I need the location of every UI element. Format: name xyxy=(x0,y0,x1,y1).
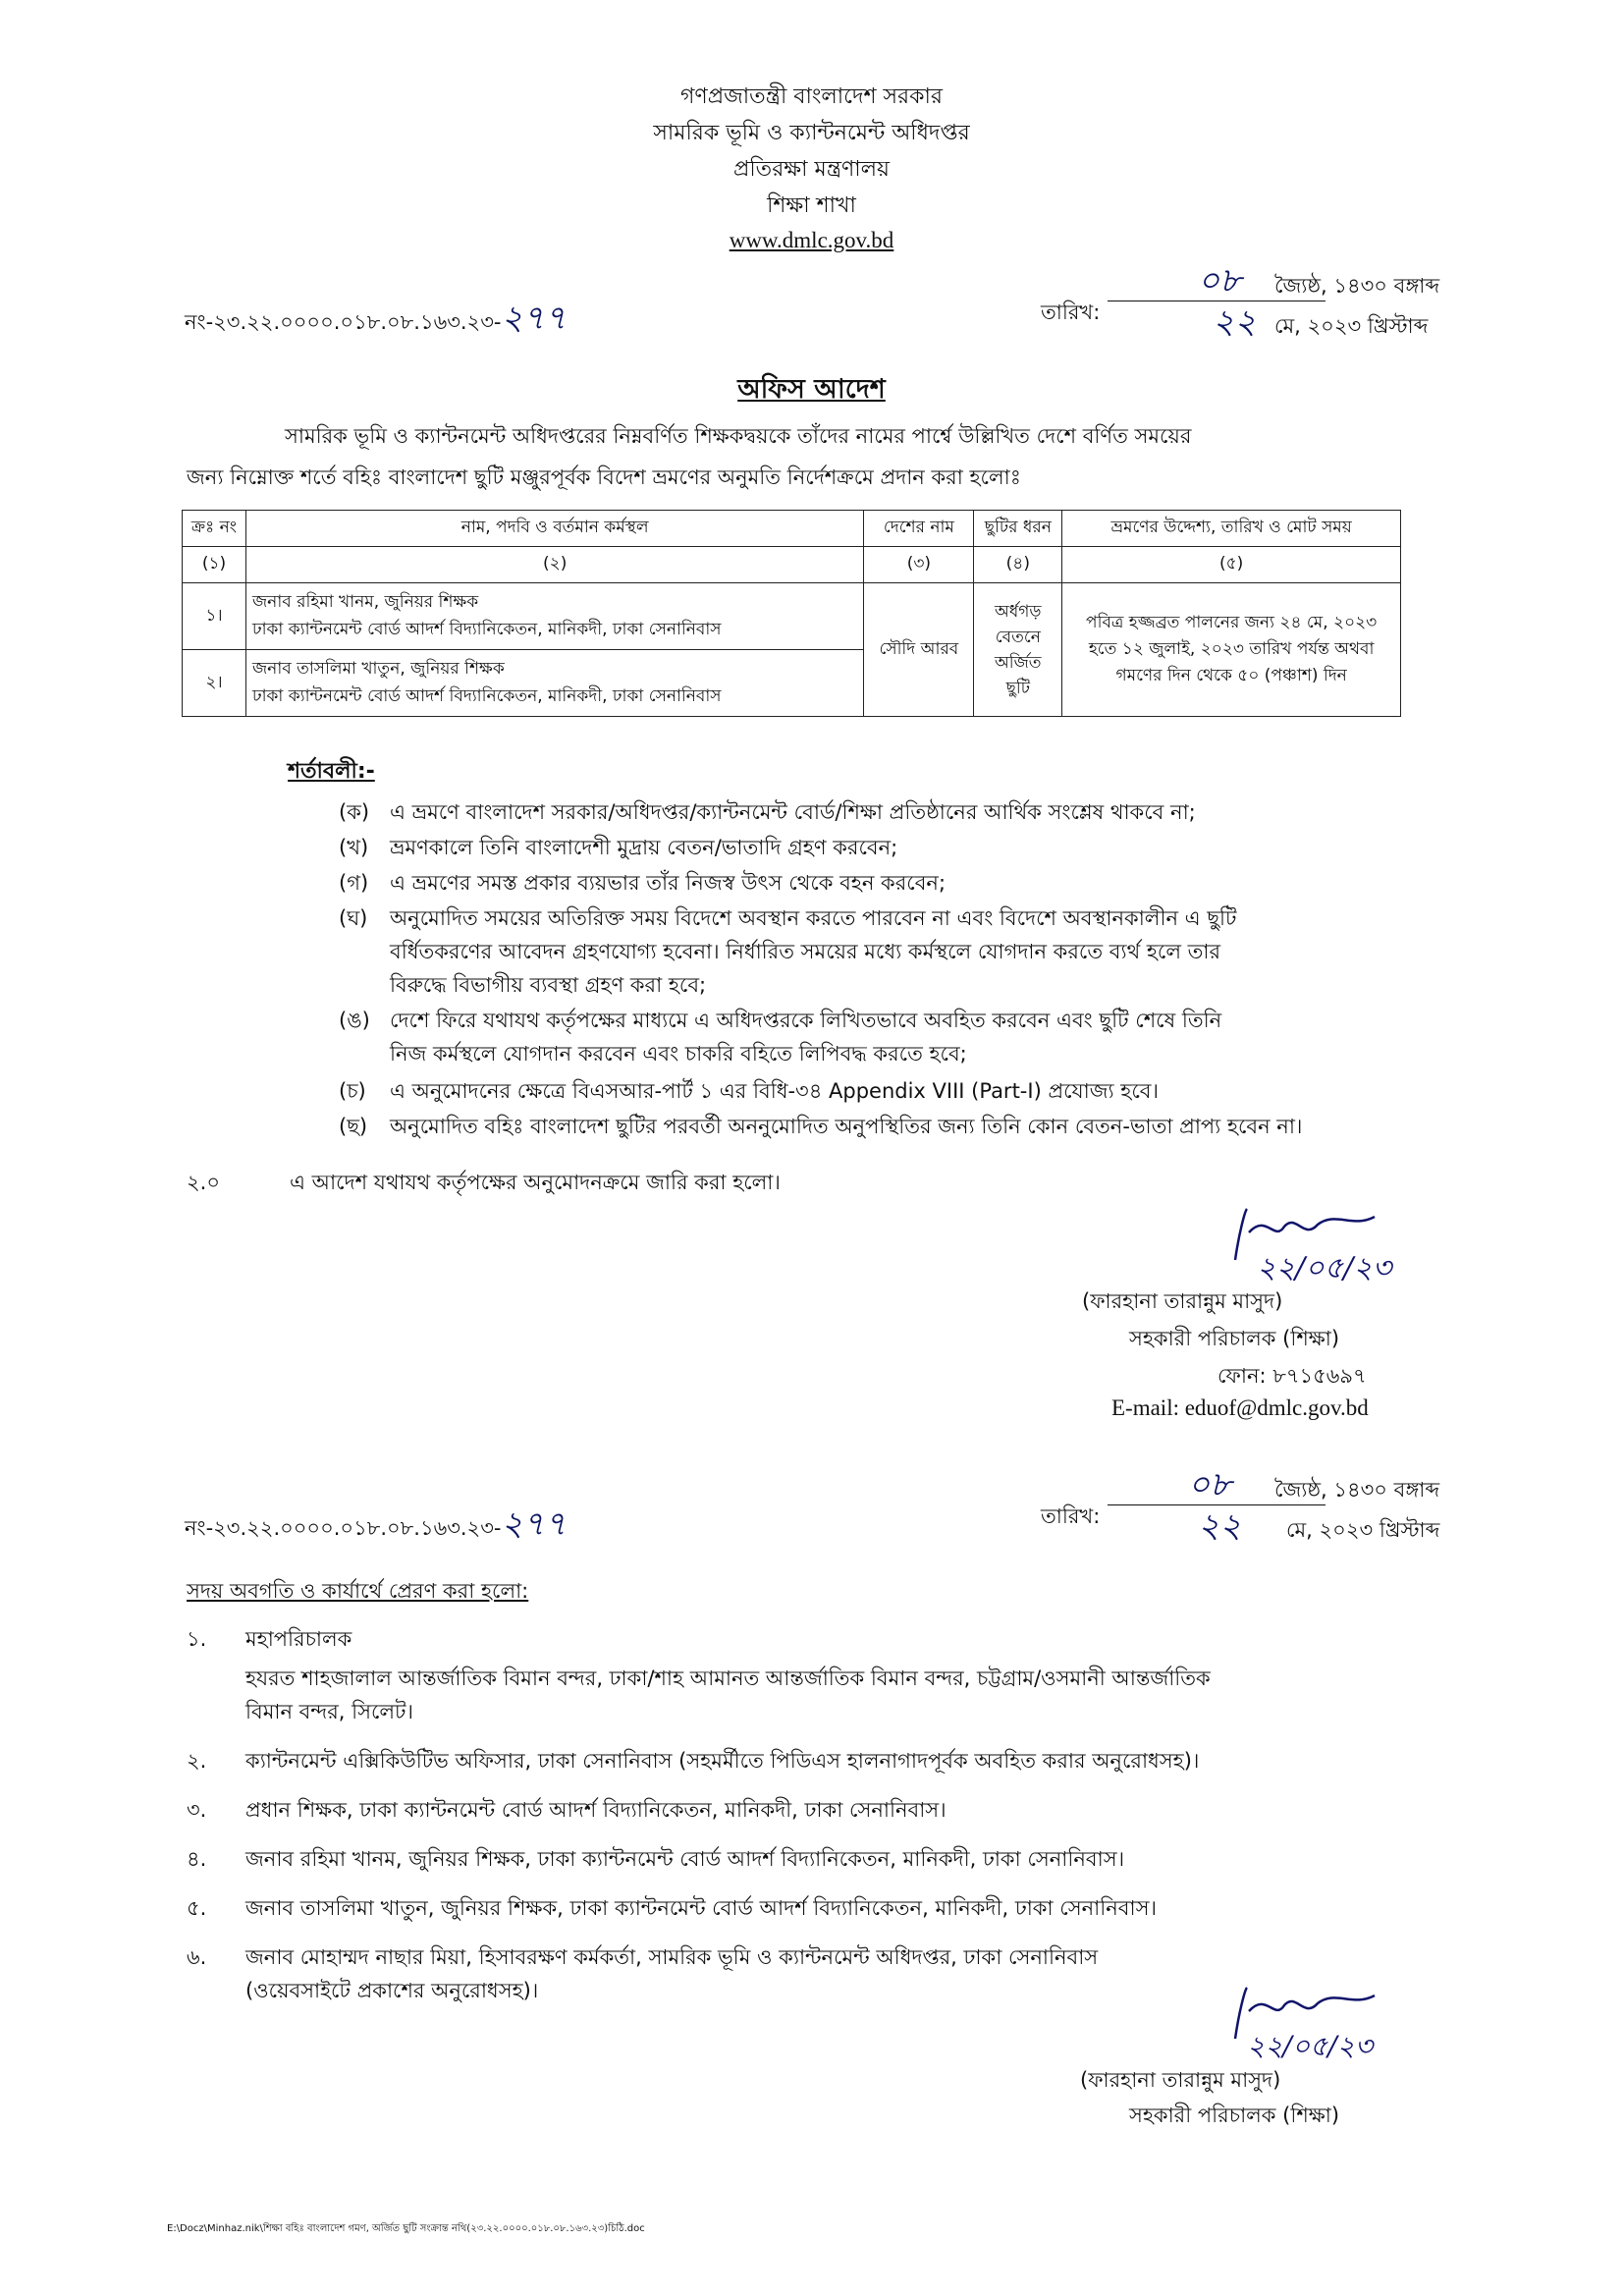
table-row xyxy=(183,583,1401,650)
distribution-number: ৩. xyxy=(187,1798,207,1822)
condition-text: দেশে ফিরে যথাযথ কর্তৃপক্ষের মাধ্যমে এ অধিদপ্তরকে লিখিতভাবে অবহিত করবেন এবং ছুটি শেষে তিনি xyxy=(390,1009,1222,1032)
distribution-text: জনাব মোহাম্মদ নাছার মিয়া, হিসাবরক্ষণ কর্মকর্তা, সামরিক ভূমি ও ক্যান্টনমেন্ট অধিদপ্তর, ঢাকা সেনানিবাস xyxy=(245,1945,1099,1969)
distribution-number: ৬. xyxy=(187,1945,207,1969)
serial-cell: ১। xyxy=(183,583,246,650)
purpose-line: গমণের দিন থেকে ৫০ (পঞ্চাশ) দিন xyxy=(1115,666,1347,685)
condition-item xyxy=(339,831,1404,864)
condition-text: এ অনুমোদনের ক্ষেত্রে বিএসআর-পার্ট ১ এর বিধি-৩৪ Appendix VIII (Part-I) প্রযোজ্য হবে। xyxy=(390,1079,1159,1103)
purpose-cell xyxy=(1062,583,1401,717)
index-cell: (৫) xyxy=(1062,547,1401,583)
distribution-number: ১. xyxy=(187,1627,207,1651)
header-country: দেশের নাম xyxy=(864,511,974,547)
distribution-text: জনাব তাসলিমা খাতুন, জুনিয়র শিক্ষক, ঢাকা ক্যান্টনমেন্ট বোর্ড আদর্শ বিদ্যানিকেতন, মানিকদী, ঢাকা সেনানিবাস। xyxy=(245,1896,1157,1920)
govt-name: গণপ্রজাতন্ত্রী বাংলাদেশ সরকার xyxy=(679,84,944,109)
intro-line-1: সামরিক ভূমি ও ক্যান্টনমেন্ট অধিদপ্তরের নিম্নবর্ণিত শিক্ষকদ্বয়কে তাঁদের নামের পার্শ্বে উল্লিখিত দেশে বর্ণিত সময়ের xyxy=(285,424,1192,448)
date-gregorian: মে, ২০২৩ খ্রিস্টাব্দ xyxy=(1274,314,1429,338)
distribution-text: (ওয়েবসাইটে প্রকাশের অনুরোধসহ)। xyxy=(245,1979,539,2002)
distribution-text: হযরত শাহজালাল আন্তর্জাতিক বিমান বন্দর, ঢাকা/শাহ আমানত আন্তর্জাতিক বিমান বন্দর, চট্টগ্রাম/ওসমানী আন্তর্জাতিক xyxy=(245,1667,1211,1690)
name-cell xyxy=(245,650,863,717)
leave-table xyxy=(182,510,1401,717)
distribution-title: সদয় অবগতি ও কার্যার্থে প্রেরণ করা হলো: xyxy=(187,1579,529,1603)
memo-ref-number: নং-২৩.২২.০০০০.০১৮.০৮.১৬৩.২৩- xyxy=(185,310,502,334)
leave-type-line: বেতনে xyxy=(995,627,1041,647)
header-purpose: ভ্রমণের উদ্দেশ্য, তারিখ ও মোট সময় xyxy=(1062,511,1401,547)
distribution-number: ২. xyxy=(187,1749,207,1773)
condition-label: (চ) xyxy=(339,1079,366,1103)
leave-type-line: অর্জিত xyxy=(995,652,1042,673)
intro-line-2: জন্য নিম্নোক্ত শর্তে বহিঃ বাংলাদেশ ছুটি মঞ্জুরপূর্বক বিদেশ ভ্রমণের অনুমতি নির্দেশক্রমে প্রদান করা হলোঃ xyxy=(187,465,1021,489)
condition-text: ভ্রমণকালে তিনি বাংলাদেশী মুদ্রায় বেতন/ভাতাদি গ্রহণ করবেন; xyxy=(390,836,898,859)
date-label: তারিখ: xyxy=(1041,301,1101,324)
teacher-name: জনাব রহিমা খানম, জুনিয়র শিক্ষক xyxy=(251,591,479,612)
signature-block-1 xyxy=(1070,1193,1463,1419)
condition-label: (খ) xyxy=(339,836,369,859)
distribution-number: ৪. xyxy=(187,1847,207,1871)
distribution-item xyxy=(187,1891,1424,1925)
memo-ref-1 xyxy=(185,293,567,349)
condition-label: (ঙ) xyxy=(339,1009,370,1032)
purpose-line: পবিত্র হজ্জব্রত পালনের জন্য ২৪ মে, ২০২৩ xyxy=(1086,613,1378,632)
distribution-item xyxy=(187,1842,1424,1876)
directorate-name: সামরিক ভূমি ও ক্যান্টনমেন্ট অধিদপ্তর xyxy=(653,121,970,145)
condition-item xyxy=(339,902,1404,1002)
country-cell: সৌদি আরব xyxy=(864,583,974,717)
conditions-title: শর্তাবলী:- xyxy=(288,759,375,784)
date-label: তারিখ: xyxy=(1041,1504,1101,1528)
office-order-title: অফিস আদেশ xyxy=(737,374,886,405)
signatory-phone: ফোন: ৮৭১৫৬৯৭ xyxy=(1217,1364,1367,1388)
signature-date: ২২/০৫/২৩ xyxy=(1257,1251,1392,1285)
date-hand-day: ০৮ xyxy=(1188,1465,1232,1504)
condition-label: (ছ) xyxy=(339,1115,368,1138)
memo-ref-number: নং-২৩.২২.০০০০.০১৮.০৮.১৬৩.২৩- xyxy=(185,1516,502,1540)
signature-date: ২২/০৫/২৩ xyxy=(1247,2030,1374,2062)
memo-ref-handwritten: ২৭৭ xyxy=(501,299,567,338)
condition-item xyxy=(339,1004,1404,1070)
memo-ref-2 xyxy=(185,1499,567,1555)
date-hand-day-2: ২২ xyxy=(1198,1506,1242,1546)
condition-text: নিজ কর্মস্থলে যোগদান করবেন এবং চাকরি বহিতে লিপিবদ্ধ করতে হবে; xyxy=(390,1042,967,1066)
signatory-designation: সহকারী পরিচালক (শিক্ষা) xyxy=(1129,1327,1340,1350)
condition-item xyxy=(339,795,1404,829)
signatory-designation: সহকারী পরিচালক (শিক্ষা) xyxy=(1129,2104,1340,2127)
table-header-row xyxy=(183,511,1401,547)
date-bangla: জ্যৈষ্ঠ, ১৪৩০ বঙ্গাব্দ xyxy=(1274,1478,1440,1502)
header-name: নাম, পদবি ও বর্তমান কর্মস্থল xyxy=(245,511,863,547)
date-hand-day: ০৮ xyxy=(1198,261,1242,301)
distribution-number: ৫. xyxy=(187,1896,207,1920)
memo-date-2 xyxy=(1041,1465,1440,1556)
index-cell: (১) xyxy=(183,547,246,583)
date-gregorian: মে, ২০২৩ খ্রিস্টাব্দ xyxy=(1286,1518,1440,1542)
index-cell: (৩) xyxy=(864,547,974,583)
condition-text: এ ভ্রমণে বাংলাদেশ সরকার/অধিদপ্তর/ক্যান্টনমেন্ট বোর্ড/শিক্ষা প্রতিষ্ঠানের আর্থিক সংশ্লেষ থাকবে না; xyxy=(390,800,1196,824)
condition-item xyxy=(339,866,1404,900)
leave-type-cell xyxy=(974,583,1062,717)
signature-block-2 xyxy=(1080,1974,1473,2127)
memo-date-1 xyxy=(1041,261,1440,352)
leave-type-line: অর্ধগড় xyxy=(995,601,1042,622)
file-path-footer: E:\Docz\Minhaz.nik\শিক্ষা বহিঃ বাংলাদেশ গমণ, অর্জিত ছুটি সংক্রান্ত নথি(২৩.২২.০০০০.০১৮.০৮.১৬৩.২৩)চিঠি.doc xyxy=(167,2223,645,2234)
distribution-item xyxy=(187,1744,1424,1777)
distribution-text: মহাপরিচালক xyxy=(245,1627,352,1651)
teacher-workplace: ঢাকা ক্যান্টনমেন্ট বোর্ড আদর্শ বিদ্যানিকেতন, মানিকদী, ঢাকা সেনানিবাস xyxy=(251,619,722,639)
signatory-name: (ফারহানা তারান্নুম মাসুদ) xyxy=(1080,2068,1281,2092)
teacher-workplace: ঢাকা ক্যান্টনমেন্ট বোর্ড আদর্শ বিদ্যানিকেতন, মানিকদী, ঢাকা সেনানিবাস xyxy=(251,685,722,706)
table-index-row xyxy=(183,547,1401,583)
date-bangla: জ্যৈষ্ঠ, ১৪৩০ বঙ্গাব্দ xyxy=(1274,274,1440,298)
date-hand-day-2: ২২ xyxy=(1213,302,1257,342)
teacher-name: জনাব তাসলিমা খাতুন, জুনিয়র শিক্ষক xyxy=(251,658,505,679)
header-serial: ক্রঃ নং xyxy=(183,511,246,547)
distribution-text: প্রধান শিক্ষক, ঢাকা ক্যান্টনমেন্ট বোর্ড আদর্শ বিদ্যানিকেতন, মানিকদী, ঢাকা সেনানিবাস। xyxy=(245,1798,947,1822)
index-cell: (৪) xyxy=(974,547,1062,583)
index-cell: (২) xyxy=(245,547,863,583)
leave-type-line: ছুটি xyxy=(1005,678,1031,698)
distribution-text: জনাব রহিমা খানম, জুনিয়র শিক্ষক, ঢাকা ক্যান্টনমেন্ট বোর্ড আদর্শ বিদ্যানিকেতন, মানিকদী, ঢাকা সেনানিবাস। xyxy=(245,1847,1125,1871)
condition-item xyxy=(339,1110,1404,1143)
condition-text: বর্ধিতকরণের আবেদন গ্রহণযোগ্য হবেনা। নির্ধারিত সময়ের মধ্যে কর্মস্থলে যোগদান করতে ব্যর্থ হলে তার xyxy=(390,940,1221,963)
distribution-text: ক্যান্টনমেন্ট এক্সিকিউটিভ অফিসার, ঢাকা সেনানিবাস (সহমর্মীতে পিডিএস হালনাগাদপূর্বক অবহিত করার অনুরোধসহ)। xyxy=(245,1749,1200,1773)
header-leave-type: ছুটির ধরন xyxy=(974,511,1062,547)
signatory-email[interactable]: E-mail: eduof@dmlc.gov.bd xyxy=(1111,1395,1369,1420)
website-link[interactable]: www.dmlc.gov.bd xyxy=(729,228,894,252)
condition-text: অনুমোদিত সময়ের অতিরিক্ত সময় বিদেশে অবস্থান করতে পারবেন না এবং বিদেশে অবস্থানকালীন এ ছুটি xyxy=(390,906,1237,930)
condition-text: বিরুদ্ধে বিভাগীয় ব্যবস্থা গ্রহণ করা হবে; xyxy=(390,973,707,997)
condition-text: এ ভ্রমণের সমস্ত প্রকার ব্যয়ভার তাঁর নিজস্ব উৎস থেকে বহন করবেন; xyxy=(390,871,947,895)
memo-ref-handwritten: ২৭৭ xyxy=(501,1504,567,1544)
signatory-name: (ফারহানা তারান্নুম মাসুদ) xyxy=(1082,1289,1283,1313)
condition-label: (ঘ) xyxy=(339,906,368,930)
purpose-line: হতে ১২ জুলাই, ২০২৩ তারিখ পর্যন্ত অথবা xyxy=(1088,639,1375,659)
distribution-item xyxy=(187,1793,1424,1827)
distribution-item xyxy=(187,1622,1424,1728)
condition-item xyxy=(339,1074,1404,1108)
branch-name: শিক্ষা শাখা xyxy=(767,193,856,218)
para-text: এ আদেশ যথাযথ কর্তৃপক্ষের অনুমোদনক্রমে জারি করা হলো। xyxy=(290,1171,781,1194)
name-cell xyxy=(245,583,863,650)
ministry-name: প্রতিরক্ষা মন্ত্রণালয় xyxy=(732,157,891,182)
condition-label: (গ) xyxy=(339,871,369,895)
condition-label: (ক) xyxy=(339,800,370,824)
serial-cell: ২। xyxy=(183,650,246,717)
condition-text: অনুমোদিত বহিঃ বাংলাদেশ ছুটির পরবর্তী অননুমোদিত অনুপস্থিতির জন্য তিনি কোন বেতন-ভাতা প্রাপ্য হবেন না। xyxy=(390,1115,1303,1138)
distribution-text: বিমান বন্দর, সিলেট। xyxy=(245,1700,414,1723)
para-number: ২.০ xyxy=(187,1171,220,1194)
